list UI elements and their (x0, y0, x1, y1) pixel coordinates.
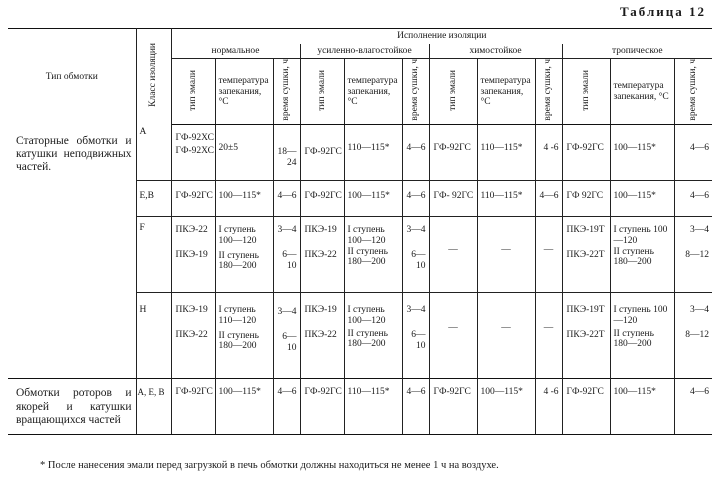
header-group-trop: тропическое (562, 44, 712, 59)
header-bake-temp: температура запекания, °C (477, 59, 535, 125)
temp-cell: I ступень 100—120 II ступень 180—200 (610, 217, 674, 293)
temp-cell: 100—115* (215, 181, 273, 217)
header-execution: Исполнение изоляции (171, 29, 712, 44)
class-cell: А (136, 125, 171, 181)
enamel-cell: ГФ-92ГС (300, 125, 344, 181)
class-cell: А, Е, В (136, 379, 171, 435)
time-cell: 4—6 (535, 181, 562, 217)
temp-cell: 110—115* (477, 125, 535, 181)
enamel-cell: ПКЭ-19Т ПКЭ-22Т (562, 217, 610, 293)
enamel-cell: ГФ-92ГС (429, 379, 477, 435)
enamel-table (8, 28, 712, 435)
temp-cell: 100—115* (610, 379, 674, 435)
header-enamel-type: тип эмали (300, 59, 344, 125)
footnote: * После нанесения эмали перед загрузкой в печь обмотки должны находиться не менее 1 ч на воздухе. (40, 460, 499, 471)
enamel-cell: ПКЭ-19Т ПКЭ-22Т (562, 293, 610, 379)
enamel-cell: ГФ-92ГС (562, 125, 610, 181)
temp-cell: 100—115* (610, 181, 674, 217)
time-cell: 4—6 (402, 181, 429, 217)
header-enamel-type: тип эмали (171, 59, 215, 125)
time-cell: 3—4 8—12 (674, 293, 712, 379)
header-winding-type: Тип обмотки (8, 29, 136, 125)
time-cell: 4—6 (402, 379, 429, 435)
enamel-cell: ГФ 92ГС (562, 181, 610, 217)
dash-cell: — (477, 293, 535, 379)
temp-cell: 20±5 (215, 125, 273, 181)
temp-cell: I ступень 100—120 II ступень 180—200 (215, 217, 273, 293)
time-cell: 3—4 6—10 (402, 293, 429, 379)
header-dry-time: время сушки, ч (402, 59, 429, 125)
header-dry-time: время сушки, ч (535, 59, 562, 125)
header-enamel-type: тип эмали (429, 59, 477, 125)
header-dry-time: время сушки, ч (674, 59, 712, 125)
class-cell: Н (136, 293, 171, 379)
temp-cell: I ступень 100—120 II ступень 180—200 (344, 293, 402, 379)
enamel-cell: ГФ-92ГС (171, 379, 215, 435)
time-cell: 3—4 6—10 (273, 293, 300, 379)
header-bake-temp: температура запекания, °C (215, 59, 273, 125)
time-cell: 3—4 6—10 (402, 217, 429, 293)
temp-cell: I ступень 100—120 II ступень 180—200 (610, 293, 674, 379)
header-group-humid: усиленно-влагостойкое (300, 44, 429, 59)
enamel-cell: ГФ-92ХС ГФ-92ХС (171, 125, 215, 181)
dash-cell: — (535, 293, 562, 379)
temp-cell: I ступень 110—120 II ступень 180—200 (215, 293, 273, 379)
header-dry-time: время сушки, ч (273, 59, 300, 125)
time-cell: 4—6 (674, 379, 712, 435)
header-group-chem: химостойкое (429, 44, 562, 59)
time-cell: 3—4 8—12 (674, 217, 712, 293)
class-cell: Е,В (136, 181, 171, 217)
header-enamel-type: тип эмали (562, 59, 610, 125)
temp-cell: 100—115* (344, 181, 402, 217)
table-caption: Таблица 12 (619, 4, 706, 19)
temp-cell: 110—115* (344, 379, 402, 435)
header-insulation-class: Класс изоляции (136, 29, 171, 125)
temp-cell: 110—115* (477, 181, 535, 217)
time-cell: 4 -6 (535, 125, 562, 181)
dash-cell: — (429, 217, 477, 293)
dash-cell: — (477, 217, 535, 293)
stator-winding-label: Статорные обмотки и катушки неподвижных частей. (8, 125, 136, 379)
enamel-cell: ГФ-92ГС (562, 379, 610, 435)
dash-cell: — (429, 293, 477, 379)
enamel-cell: ГФ- 92ГС (429, 181, 477, 217)
temp-cell: 100—115* (477, 379, 535, 435)
time-cell: 4—6 (273, 181, 300, 217)
enamel-cell: ГФ-92ГС (429, 125, 477, 181)
enamel-cell: ПКЭ-19 ПКЭ-22 (300, 217, 344, 293)
temp-cell: 100—115* (215, 379, 273, 435)
enamel-cell: ГФ-92ГС (300, 181, 344, 217)
rotor-winding-label: Обмотки роторов и якорей и катушки вращающихся частей (8, 379, 136, 435)
time-cell: 4—6 (674, 125, 712, 181)
temp-cell: 110—115* (344, 125, 402, 181)
dash-cell: — (535, 217, 562, 293)
class-cell: F (136, 217, 171, 293)
enamel-cell: ПКЭ-19 ПКЭ-22 (171, 293, 215, 379)
time-cell: 3—4 6—10 (273, 217, 300, 293)
header-group-normal: нормальное (171, 44, 300, 59)
header-bake-temp: температура запекания, °C (610, 59, 674, 125)
temp-cell: I ступень 100—120 II ступень 180—200 (344, 217, 402, 293)
header-bake-temp: температура запекания, °C (344, 59, 402, 125)
enamel-cell: ГФ-92ГС (300, 379, 344, 435)
enamel-cell: ГФ-92ГС (171, 181, 215, 217)
time-cell: 4—6 (674, 181, 712, 217)
time-cell: 4—6 (402, 125, 429, 181)
temp-cell: 100—115* (610, 125, 674, 181)
time-cell: 4—6 (273, 379, 300, 435)
enamel-cell: ПКЭ-19 ПКЭ-22 (300, 293, 344, 379)
enamel-cell: ПКЭ-22 ПКЭ-19 (171, 217, 215, 293)
time-cell: 4 -6 (535, 379, 562, 435)
time-cell: 18—24 (273, 125, 300, 181)
